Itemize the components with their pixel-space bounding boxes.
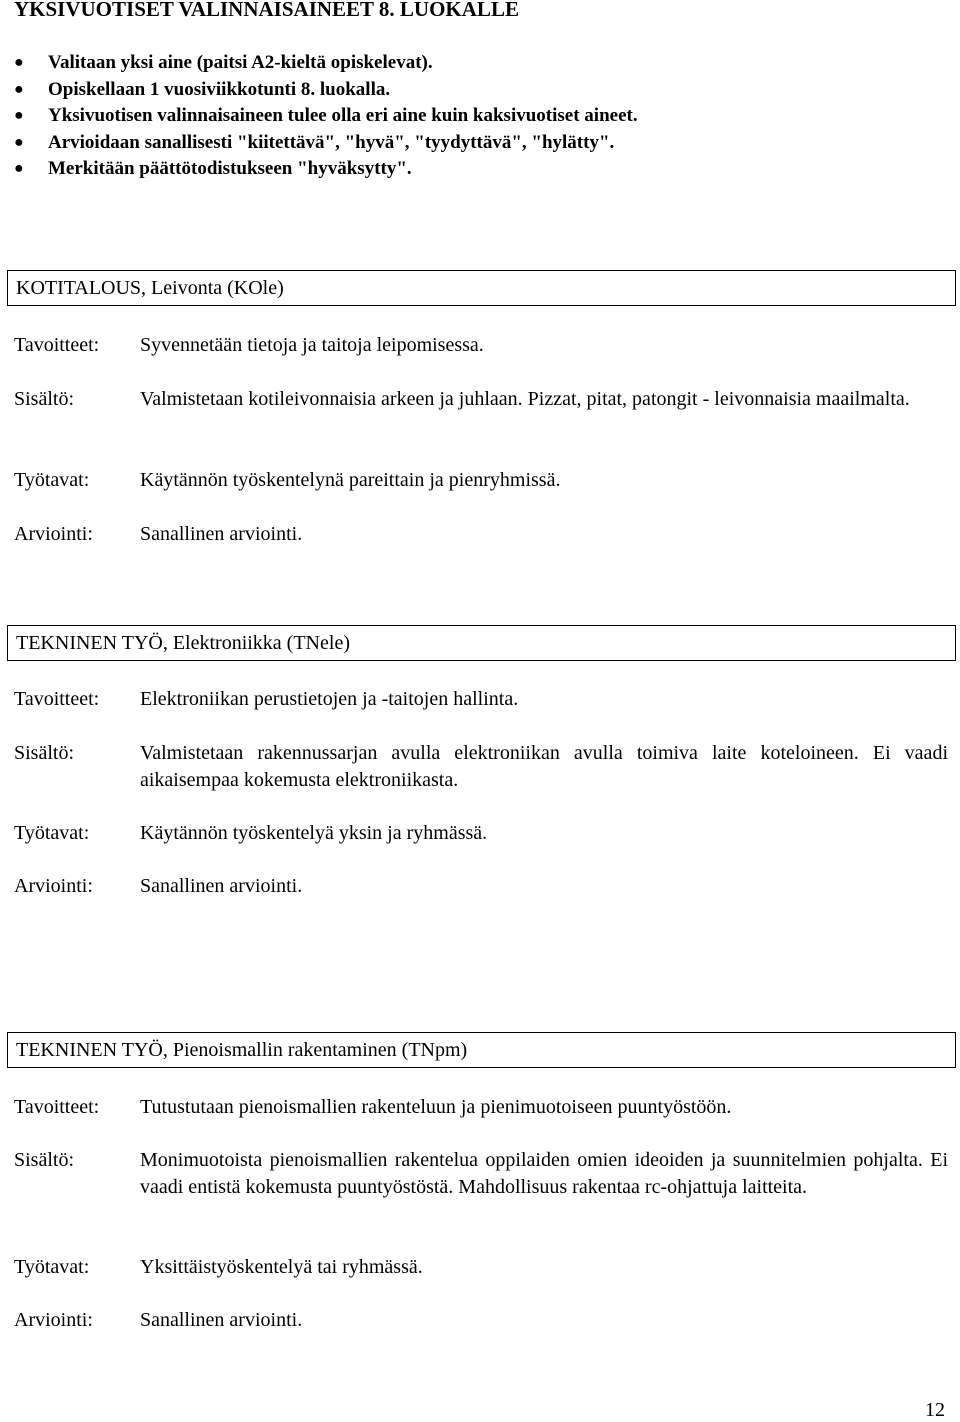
course-title-box: TEKNINEN TYÖ, Elektroniikka (TNele) [7, 625, 956, 661]
bullet-icon: ● [14, 107, 24, 124]
bullet-icon: ● [14, 54, 24, 71]
assessment-label: Arviointi: [14, 1309, 93, 1331]
goals-text: Tutustutaan pienoismallien rakenteluun ja pienimuotoiseen puuntyöstöön. [140, 1096, 732, 1118]
bullet-text: Valitaan yksi aine (paitsi A2-kieltä opiskelevat). [48, 52, 433, 73]
bullet-icon: ● [14, 80, 24, 98]
goals-text: Syvennetään tietoja ja taitoja leipomisessa. [140, 334, 484, 356]
goals-label: Tavoitteet: [14, 334, 100, 356]
content-text: Monimuotoista pienoismallien rakentelua oppilaiden omien ideoiden ja suunnitelmien pohjalta. Ei vaadi entistä kokemusta puuntyöstöstä. Mahdollisuus rakentaa rc-ohjattuja laitteita. [140, 1149, 948, 1198]
content-label: Sisältö: [14, 742, 75, 764]
goals-label: Tavoitteet: [14, 1096, 100, 1118]
bullet-icon: ● [14, 133, 24, 151]
content-text: Valmistetaan rakennussarjan avulla elektroniikan avulla toimiva laite koteloineen. Ei vaadi aikaisempaa kokemusta elektroniikasta. [140, 742, 948, 791]
assessment-text: Sanallinen arviointi. [140, 875, 303, 897]
bullet-text: Merkitään päättötodistukseen "hyväksytty". [48, 158, 412, 179]
page-title: YKSIVUOTISET VALINNAISAINEET 8. LUOKALLE [14, 0, 519, 21]
list-item [14, 130, 638, 157]
assessment-label: Arviointi: [14, 523, 93, 545]
methods-label: Työtavat: [14, 822, 90, 844]
list-item [14, 156, 638, 183]
methods-label: Työtavat: [14, 1256, 90, 1278]
page-number: 12 [925, 1399, 945, 1421]
goals-label: Tavoitteet: [14, 688, 100, 710]
course-title-box: TEKNINEN TYÖ, Pienoismallin rakentaminen (TNpm) [7, 1032, 956, 1068]
methods-text: Yksittäistyöskentelyä tai ryhmässä. [140, 1256, 423, 1278]
assessment-text: Sanallinen arviointi. [140, 1309, 303, 1331]
list-item [14, 77, 638, 104]
bullet-text: Opiskellaan 1 vuosiviikkotunti 8. luokalla. [48, 78, 391, 100]
bullet-text: Arvioidaan sanallisesti "kiitettävä", "hyvä", "tyydyttävä", "hylätty". [48, 131, 615, 153]
content-label: Sisältö: [14, 1149, 75, 1171]
assessment-text: Sanallinen arviointi. [140, 523, 303, 545]
methods-label: Työtavat: [14, 469, 90, 491]
intro-bullet-list [14, 50, 638, 183]
bullet-text: Yksivuotisen valinnaisaineen tulee olla eri aine kuin kaksivuotiset aineet. [48, 105, 638, 126]
content-text: Valmistetaan kotileivonnaisia arkeen ja juhlaan. Pizzat, pitat, patongit - leivonnaisia maailmalta. [140, 388, 910, 410]
list-item [14, 103, 638, 130]
bullet-icon: ● [14, 160, 24, 177]
list-item [14, 50, 638, 77]
course-title-box: KOTITALOUS, Leivonta (KOle) [7, 270, 956, 306]
content-label: Sisältö: [14, 388, 75, 410]
assessment-label: Arviointi: [14, 875, 93, 897]
goals-text: Elektroniikan perustietojen ja -taitojen hallinta. [140, 688, 519, 710]
methods-text: Käytännön työskentelyä yksin ja ryhmässä. [140, 822, 488, 844]
methods-text: Käytännön työskentelynä pareittain ja pienryhmissä. [140, 469, 561, 491]
